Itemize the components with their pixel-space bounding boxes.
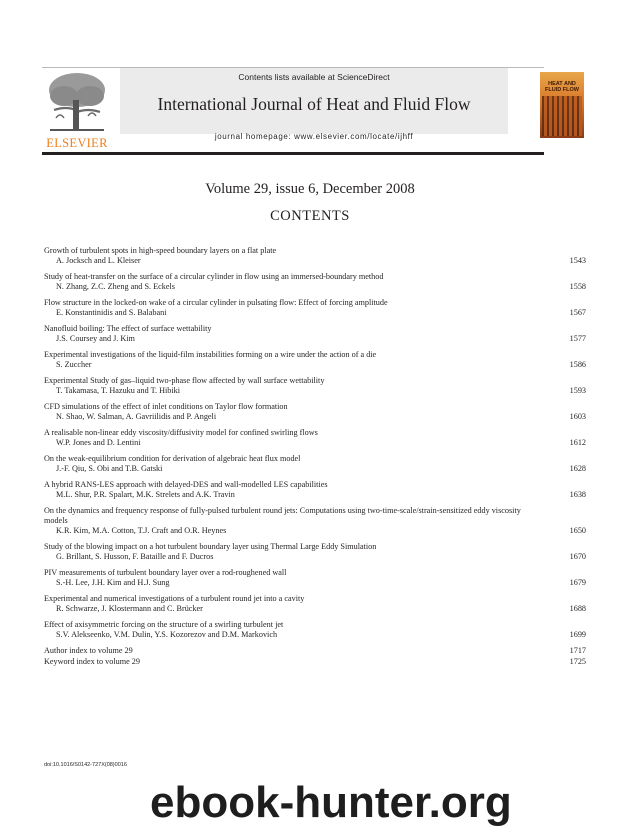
article-page: 1650 [569,526,586,535]
toc-entry[interactable] [44,542,586,562]
cover-image [542,96,582,136]
index-label[interactable]: Author index to volume 29 [44,646,133,655]
article-authors: E. Konstantinidis and S. Balabani [56,308,167,317]
article-authors: R. Schwarze, J. Klostermann and C. Brücker [56,604,203,613]
toc-entry[interactable] [44,428,586,448]
journal-header [42,68,579,150]
article-title[interactable]: Experimental Study of gas–liquid two-phase flow affected by wall surface wettability [44,376,325,385]
article-title[interactable]: On the weak-equilibrium condition for derivation of algebraic heat flux model [44,454,301,463]
article-title[interactable]: A hybrid RANS-LES approach with delayed-DES and wall-modelled LES capabilities [44,480,328,489]
article-title[interactable]: Experimental and numerical investigations of a turbulent round jet into a cavity [44,594,305,603]
doi-line: doi:10.1016/S0142-727X(08)0016 [44,762,127,768]
contents-heading: CONTENTS [270,208,350,224]
article-page: 1670 [569,552,586,561]
toc-entry[interactable] [44,376,586,396]
article-page: 1586 [569,360,586,369]
article-page: 1577 [569,334,586,343]
contents-available-line[interactable]: Contents lists available at ScienceDirect [238,72,390,82]
journal-cover-thumbnail [540,72,584,138]
index-label[interactable]: Keyword index to volume 29 [44,657,140,666]
elsevier-logo [42,70,112,148]
toc-entry[interactable] [44,350,586,370]
publisher-logo-text: ELSEVIER [46,136,108,150]
article-authors: K.R. Kim, M.A. Cotton, T.J. Craft and O.R. Heynes [56,526,227,535]
article-title[interactable]: PIV measurements of turbulent boundary layer over a rod-roughened wall [44,568,287,577]
article-page: 1593 [569,386,586,395]
toc-entry[interactable] [44,620,586,640]
toc-entry[interactable] [44,272,586,292]
article-authors: M.L. Shur, P.R. Spalart, M.K. Strelets and A.K. Travin [56,490,235,499]
masthead [120,68,508,150]
toc-entry[interactable] [44,298,586,318]
article-page: 1543 [569,256,586,265]
article-page: 1628 [569,464,586,473]
article-authors: J.-F. Qiu, S. Obi and T.B. Gatski [56,464,163,473]
index-page: 1725 [569,657,586,666]
article-authors: S.-H. Lee, J.H. Kim and H.J. Sung [56,578,170,587]
article-title[interactable]: Effect of axisymmetric forcing on the structure of a swirling turbulent jet [44,620,284,629]
article-title[interactable]: A realisable non-linear eddy viscosity/diffusivity model for confined swirling flows [44,428,318,437]
toc-entry[interactable] [44,324,586,344]
journal-title: International Journal of Heat and Fluid Flow [157,94,471,114]
article-title[interactable]: Experimental investigations of the liquid-film instabilities forming on a wire under the action of a die [44,350,377,359]
article-authors: N. Zhang, Z.C. Zheng and S. Eckels [56,282,175,291]
article-page: 1688 [569,604,586,613]
watermark-text: ebook-hunter.org [150,780,512,826]
toc-entry[interactable] [44,568,586,588]
article-authors: J.S. Coursey and J. Kim [56,334,135,343]
article-page: 1558 [569,282,586,291]
article-authors: T. Takamasa, T. Hazuku and T. Hibiki [56,386,181,395]
article-title[interactable]: Flow structure in the locked-on wake of a circular cylinder in pulsating flow: Effect of forcing amplitude [44,298,388,307]
article-authors: S. Zuccher [56,360,92,369]
toc-entry[interactable] [44,246,586,266]
article-page: 1567 [569,308,586,317]
table-of-contents [44,246,586,668]
article-title[interactable]: Growth of turbulent spots in high-speed boundary layers on a flat plate [44,246,277,255]
keyword-index-entry[interactable] [44,657,586,668]
article-page: 1612 [569,438,586,447]
elsevier-tree-icon [44,70,110,132]
article-title[interactable]: Study of the blowing impact on a hot turbulent boundary layer using Thermal Large Eddy Simulation [44,542,377,551]
toc-entry[interactable] [44,480,586,500]
toc-entry[interactable] [44,454,586,474]
article-title[interactable]: On the dynamics and frequency response of fully-pulsed turbulent round jets: Computations using two-time-scale/strain-sensitized eddy viscosity models [44,506,521,525]
article-title[interactable]: Nanofluid boiling: The effect of surface wettability [44,324,212,333]
journal-homepage-link[interactable]: journal homepage: www.elsevier.com/locate/ijhff [214,132,414,141]
index-page: 1717 [569,646,586,655]
toc-entry[interactable] [44,402,586,422]
author-index-entry[interactable] [44,646,586,657]
toc-entry[interactable] [44,506,586,536]
article-authors: S.V. Alekseenko, V.M. Dulin, Y.S. Kozorezov and D.M. Markovich [56,630,278,639]
article-authors: N. Shao, W. Salman, A. Gavriilidis and P. Angeli [56,412,217,421]
article-page: 1699 [569,630,586,639]
article-authors: W.P. Jones and D. Lentini [56,438,141,447]
article-title[interactable]: Study of heat-transfer on the surface of a circular cylinder in flow using an immersed-boundary method [44,272,384,281]
article-page: 1679 [569,578,586,587]
volume-issue-line: Volume 29, issue 6, December 2008 [205,181,415,197]
cover-title: HEAT AND FLUID FLOW [545,81,579,93]
header-bottom-rule [42,152,544,155]
article-title[interactable]: CFD simulations of the effect of inlet conditions on Taylor flow formation [44,402,288,411]
toc-entry[interactable] [44,594,586,614]
article-authors: A. Jocksch and L. Kleiser [56,256,141,265]
article-authors: G. Brillant, S. Husson, F. Bataille and F. Ducros [56,552,214,561]
article-page: 1603 [569,412,586,421]
article-page: 1638 [569,490,586,499]
